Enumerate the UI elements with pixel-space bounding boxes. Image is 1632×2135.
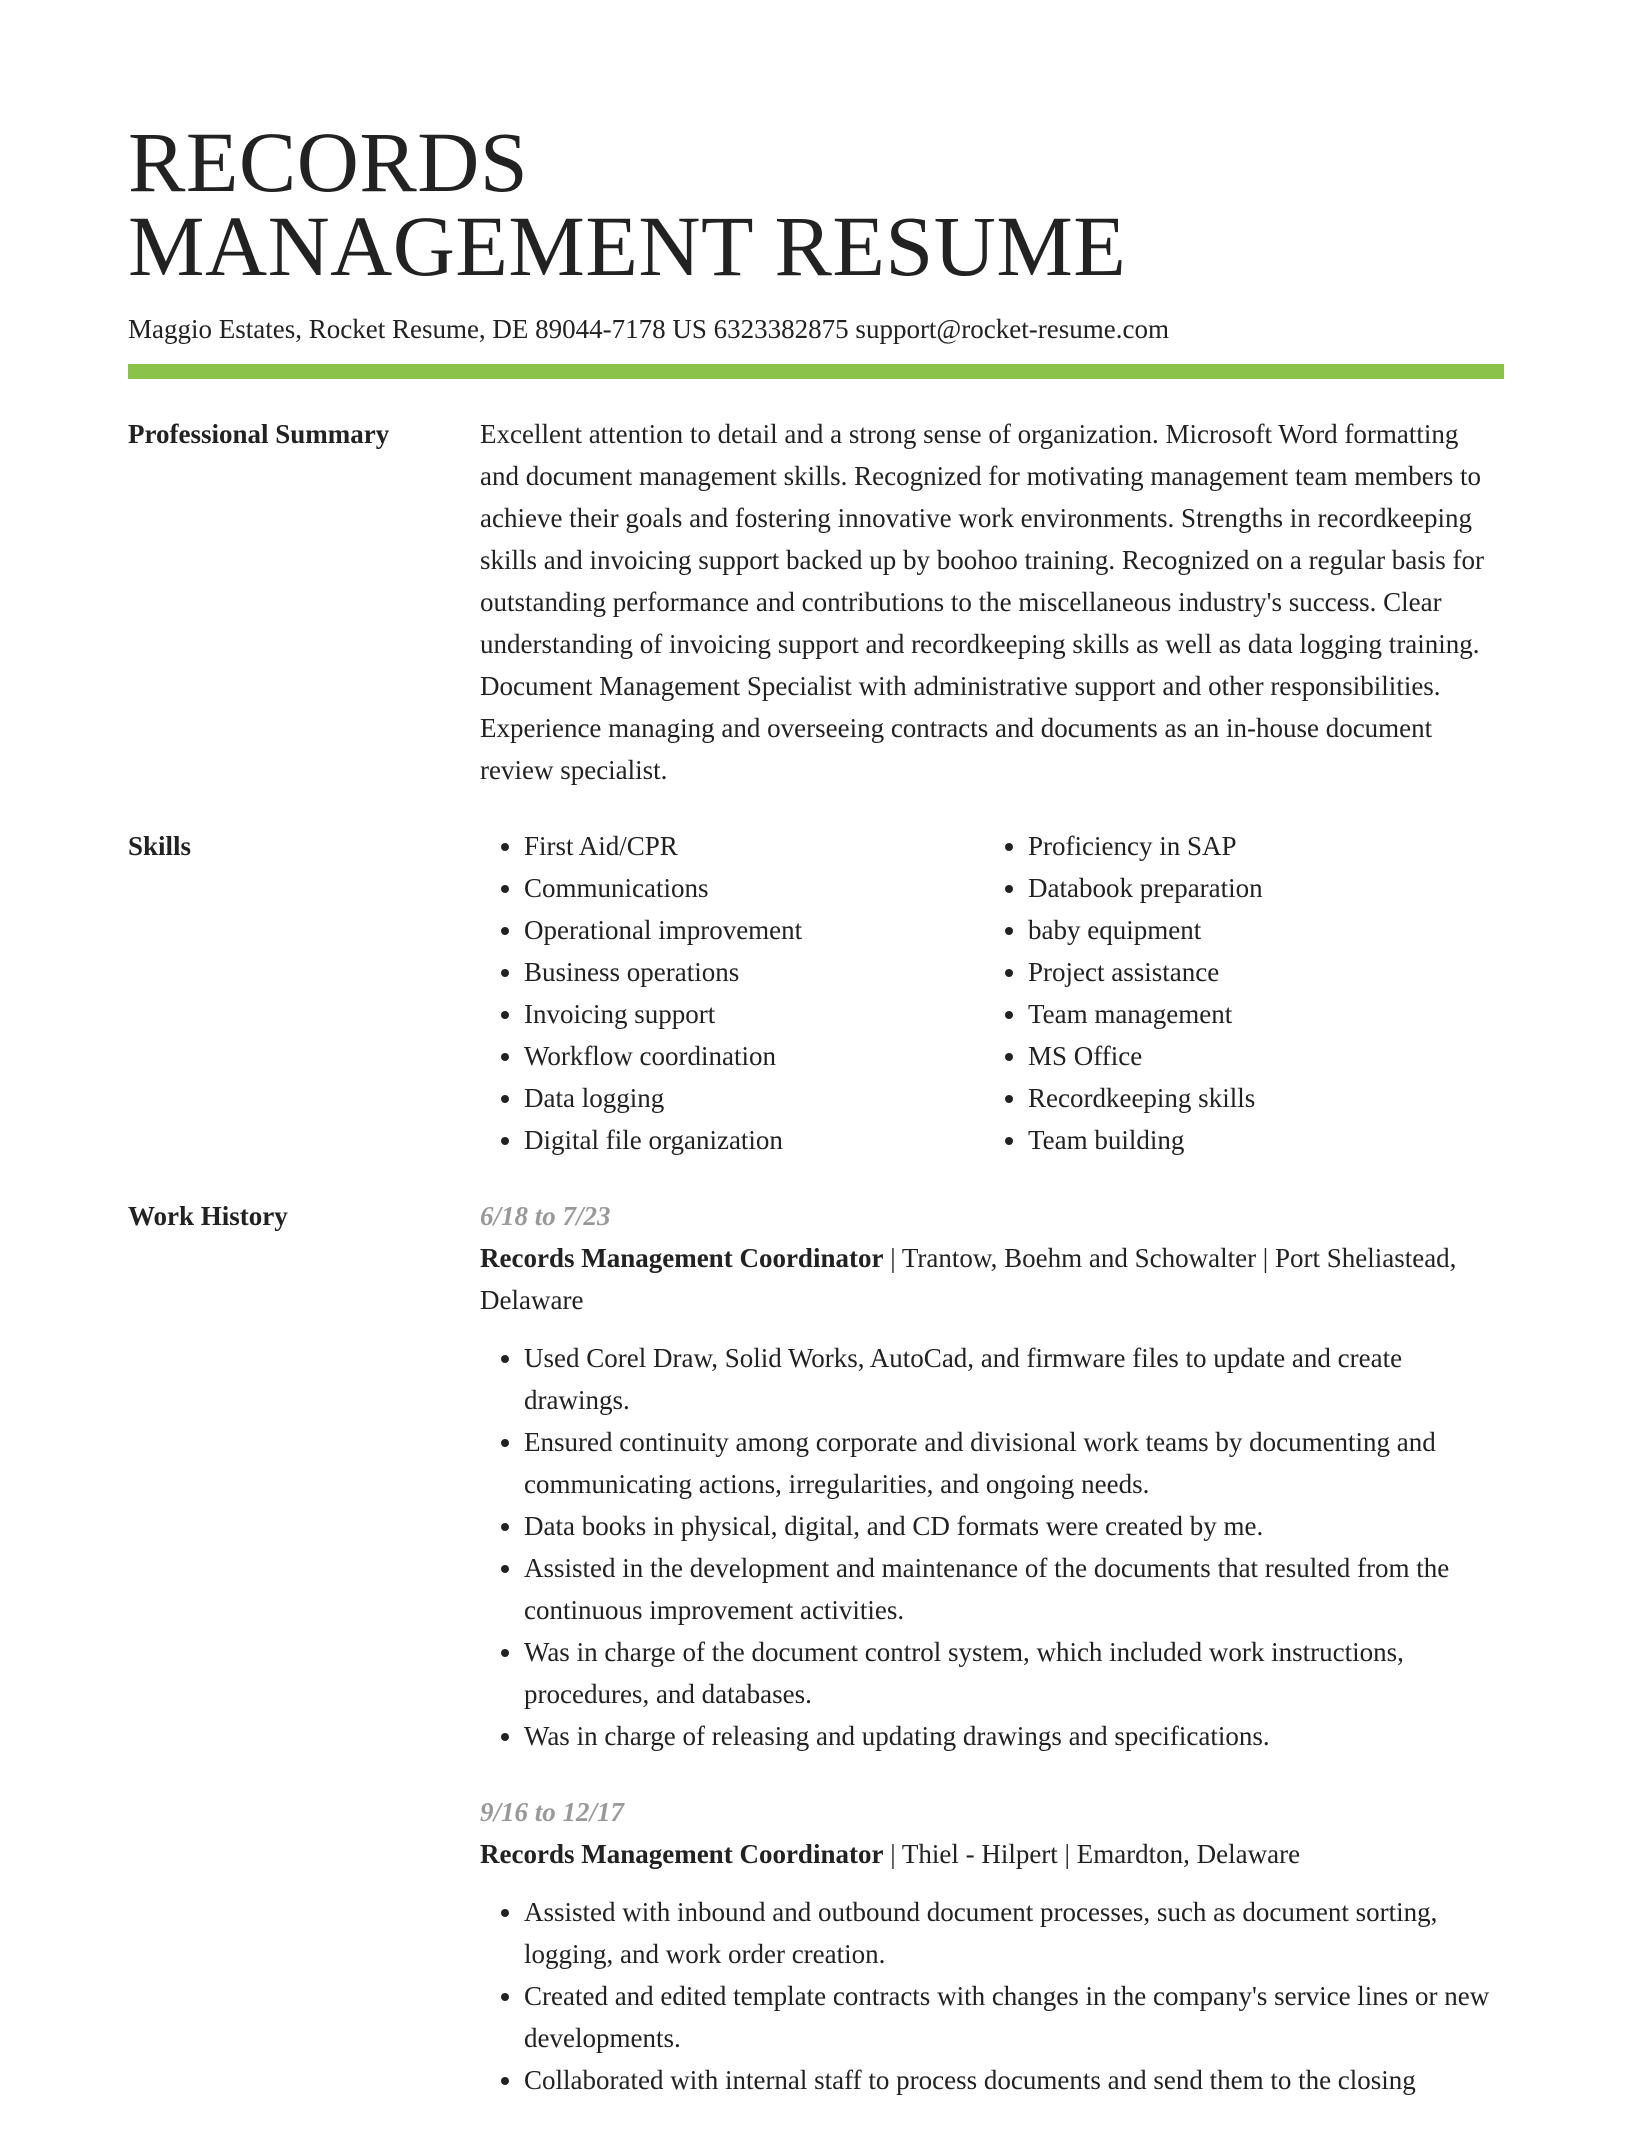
skill-item: • Operational improvement	[524, 909, 984, 951]
summary-section	[128, 413, 1504, 791]
work-history-section	[128, 1195, 1504, 2135]
skill-item: • First Aid/CPR	[524, 825, 984, 867]
skill-item: • baby equipment	[1028, 909, 1488, 951]
skills-list-col2	[984, 825, 1488, 1161]
job-bullet: • Assisted in the development and maintenance of the documents that resulted from the continuous improvement activities.	[524, 1547, 1504, 1631]
skill-item: • Team management	[1028, 993, 1488, 1035]
job-heading	[480, 1237, 1504, 1321]
job-title: Records Management Coordinator	[480, 1243, 884, 1273]
job-details: | Thiel - Hilpert | Emardton, Delaware	[883, 1839, 1301, 1869]
summary-body	[480, 413, 1504, 791]
contact-info: Maggio Estates, Rocket Resume, DE 89044-7178 US 6323382875 support@rocket-resume.com	[128, 314, 1169, 344]
skill-item: • Recordkeeping skills	[1028, 1077, 1488, 1119]
skills-label: Skills	[128, 831, 192, 861]
job-heading	[480, 1833, 1504, 1875]
work-history-body	[480, 1195, 1504, 2135]
skills-section	[128, 825, 1504, 1161]
job-bullet: • Was in charge of the document control system, which included work instructions, procedures, and databases.	[524, 1631, 1504, 1715]
skill-item: • Workflow coordination	[524, 1035, 984, 1077]
skill-item: • Data logging	[524, 1077, 984, 1119]
job-entry	[480, 1195, 1504, 1757]
job-bullet: • Assisted with inbound and outbound document processes, such as document sorting, logging, and work order creation.	[524, 1891, 1504, 1975]
summary-text: Excellent attention to detail and a strong sense of organization. Microsoft Word formatting and document management skills. Recognized for motivating management team members to achieve their goals and fostering innovative work environments. Strengths in recordkeeping skills and invoicing support backed up by boohoo training. Recognized on a regular basis for outstanding performance and contributions to the miscellaneous industry's success. Clear understanding of invoicing support and recordkeeping skills as well as data logging training. Document Management Specialist with administrative support and other responsibilities. Experience managing and overseeing contracts and documents as an in-house document review specialist.	[480, 419, 1485, 785]
job-dates: 6/18 to 7/23	[480, 1201, 611, 1231]
job-entry	[480, 1791, 1504, 2101]
job-bullet: • Used Corel Draw, Solid Works, AutoCad, and firmware files to update and create drawings.	[524, 1337, 1504, 1421]
title-line-2: MANAGEMENT RESUME	[128, 198, 1127, 294]
skill-item: • MS Office	[1028, 1035, 1488, 1077]
job-title: Records Management Coordinator	[480, 1839, 884, 1869]
skill-item: • Invoicing support	[524, 993, 984, 1035]
header-divider	[128, 364, 1504, 379]
job-details: | Trantow, Boehm and Schowalter | Port Sheliastead, Delaware	[480, 1243, 1457, 1315]
skills-list-col1	[480, 825, 984, 1161]
job-bullet: • Created and edited template contracts with changes in the company's service lines or new developments.	[524, 1975, 1504, 2059]
resume-page	[128, 114, 1504, 2135]
skills-body	[480, 825, 1504, 1161]
skill-item: • Proficiency in SAP	[1028, 825, 1488, 867]
skill-item: • Team building	[1028, 1119, 1488, 1161]
job-bullets	[480, 1891, 1504, 2101]
summary-label: Professional Summary	[128, 419, 390, 449]
skill-item: • Business operations	[524, 951, 984, 993]
job-bullet: • Was in charge of releasing and updating drawings and specifications.	[524, 1715, 1504, 1757]
skill-item: • Databook preparation	[1028, 867, 1488, 909]
job-bullet: • Ensured continuity among corporate and divisional work teams by documenting and communicating actions, irregularities, and ongoing needs.	[524, 1421, 1504, 1505]
skill-item: • Project assistance	[1028, 951, 1488, 993]
job-bullets	[480, 1337, 1504, 1757]
skill-item: • Digital file organization	[524, 1119, 984, 1161]
job-dates: 9/16 to 12/17	[480, 1797, 625, 1827]
job-bullet: • Data books in physical, digital, and CD formats were created by me.	[524, 1505, 1504, 1547]
work-history-label: Work History	[128, 1201, 288, 1231]
skill-item: • Communications	[524, 867, 984, 909]
page-title	[128, 114, 1504, 294]
job-bullet: • Collaborated with internal staff to process documents and send them to the closing	[524, 2059, 1504, 2101]
title-line-1: RECORDS	[128, 114, 529, 210]
